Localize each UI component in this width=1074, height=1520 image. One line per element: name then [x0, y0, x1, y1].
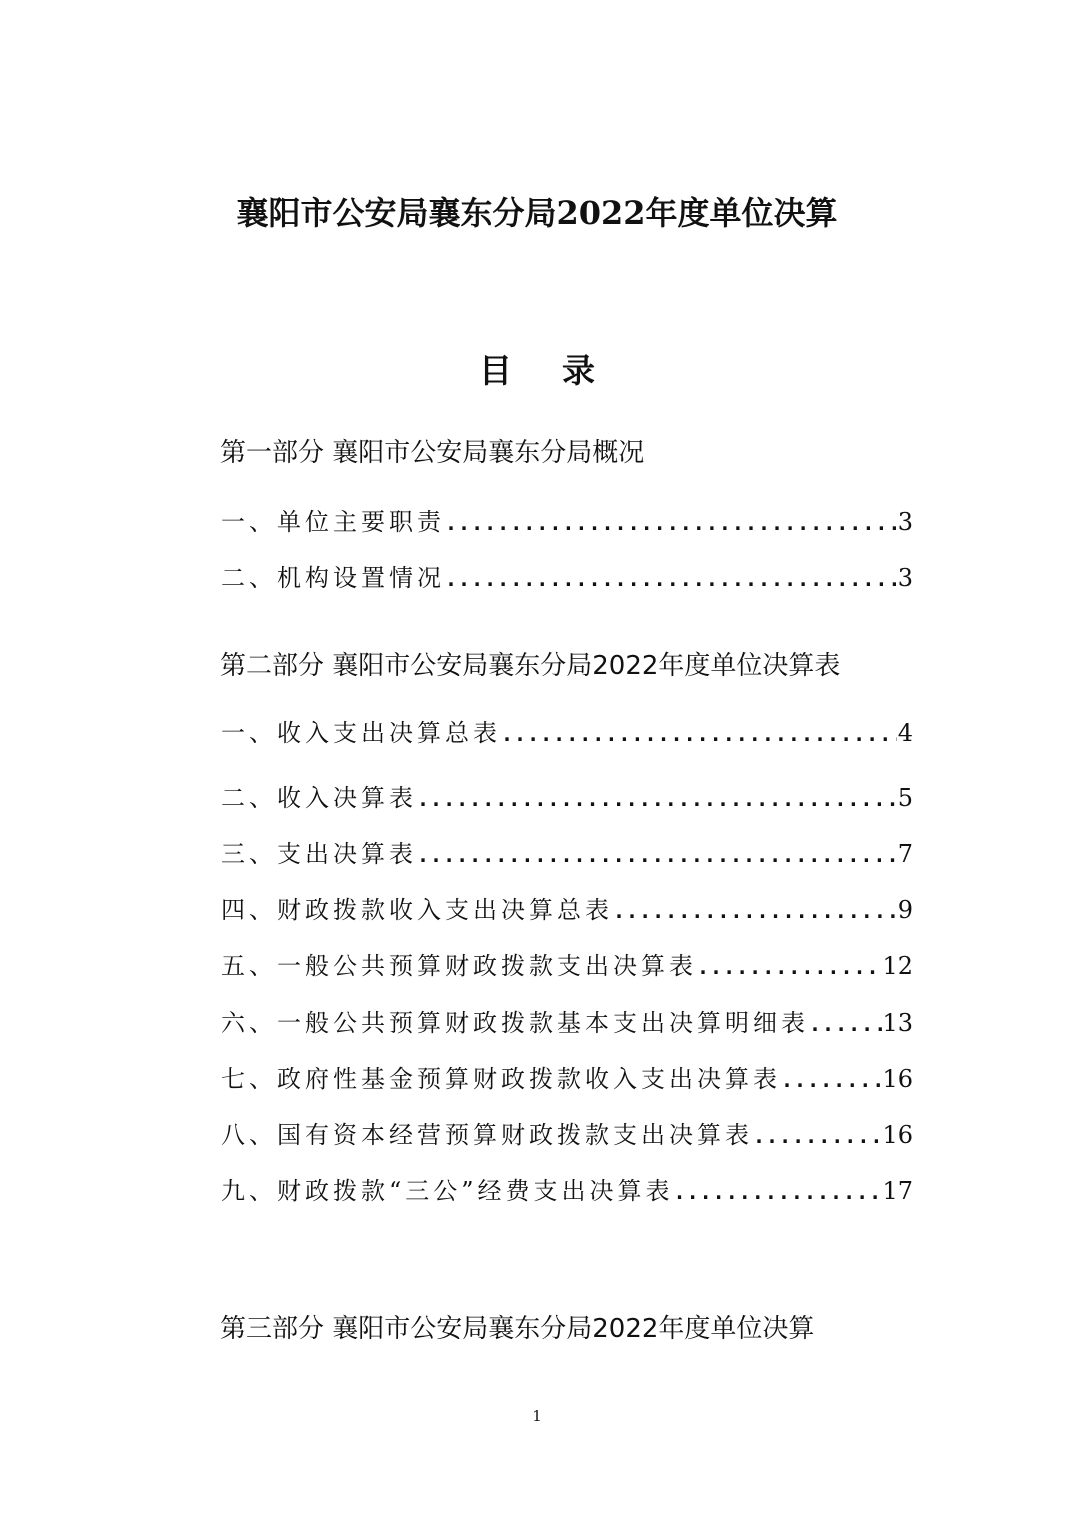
dot-leader [674, 1180, 883, 1204]
toc-entry-label: 二、收入决算表 [221, 784, 417, 812]
toc-entry[interactable] [221, 778, 913, 812]
toc-heading: 目录 [479, 351, 645, 390]
toc-entry[interactable] [221, 834, 913, 868]
dot-leader [417, 787, 897, 811]
toc-entry[interactable] [221, 502, 913, 536]
toc-entry-label: 二、机构设置情况 [221, 564, 445, 592]
part-3-heading: 第三部分 襄阳市公安局襄东分局2022年度单位决算 [220, 1314, 815, 1344]
toc-entry-label: 三、支出决算表 [221, 840, 417, 868]
toc-entry[interactable] [221, 1171, 913, 1205]
toc-entry-page: 9 [897, 896, 913, 924]
toc-entry-page: 16 [882, 1065, 913, 1093]
toc-entry-page: 7 [897, 840, 913, 868]
dot-leader [445, 511, 897, 535]
toc-entry-page: 12 [882, 952, 913, 980]
toc-entry[interactable] [221, 946, 913, 980]
toc-entry-label: 五、一般公共预算财政拨款支出决算表 [221, 952, 697, 980]
toc-entry[interactable] [221, 890, 913, 924]
toc-entry-label: 一、收入支出决算总表 [221, 719, 501, 747]
dot-leader [697, 955, 882, 979]
toc-entry-page: 4 [897, 719, 913, 747]
toc-entry-page: 3 [897, 564, 913, 592]
toc-entry-label: 一、单位主要职责 [221, 508, 445, 536]
toc-entry-label: 八、国有资本经营预算财政拨款支出决算表 [221, 1121, 753, 1149]
toc-entry-page: 17 [882, 1177, 913, 1205]
toc-entry-label: 四、财政拨款收入支出决算总表 [221, 896, 613, 924]
toc-entry-label: 九、财政拨款“三公”经费支出决算表 [221, 1177, 674, 1205]
dot-leader [445, 567, 897, 591]
document-title: 襄阳市公安局襄东分局2022年度单位决算 [236, 194, 838, 232]
dot-leader [753, 1124, 882, 1148]
page-number: 1 [532, 1407, 542, 1425]
dot-leader [613, 899, 897, 923]
toc-entry-page: 13 [882, 1009, 913, 1037]
part-1-heading: 第一部分 襄阳市公安局襄东分局概况 [220, 438, 645, 468]
toc-entry[interactable] [221, 713, 913, 747]
dot-leader [809, 1012, 882, 1036]
toc-entry-page: 16 [882, 1121, 913, 1149]
toc-entry[interactable] [221, 1059, 913, 1093]
toc-entry[interactable] [221, 558, 913, 592]
dot-leader [501, 722, 897, 746]
toc-entry-page: 3 [897, 508, 913, 536]
toc-entry-page: 5 [897, 784, 913, 812]
toc-entry[interactable] [221, 1003, 913, 1037]
toc-entry[interactable] [221, 1115, 913, 1149]
toc-entry-label: 七、政府性基金预算财政拨款收入支出决算表 [221, 1065, 781, 1093]
part-2-heading: 第二部分 襄阳市公安局襄东分局2022年度单位决算表 [220, 651, 841, 681]
dot-leader [781, 1068, 882, 1092]
toc-entry-label: 六、一般公共预算财政拨款基本支出决算明细表 [221, 1009, 809, 1037]
dot-leader [417, 843, 897, 867]
